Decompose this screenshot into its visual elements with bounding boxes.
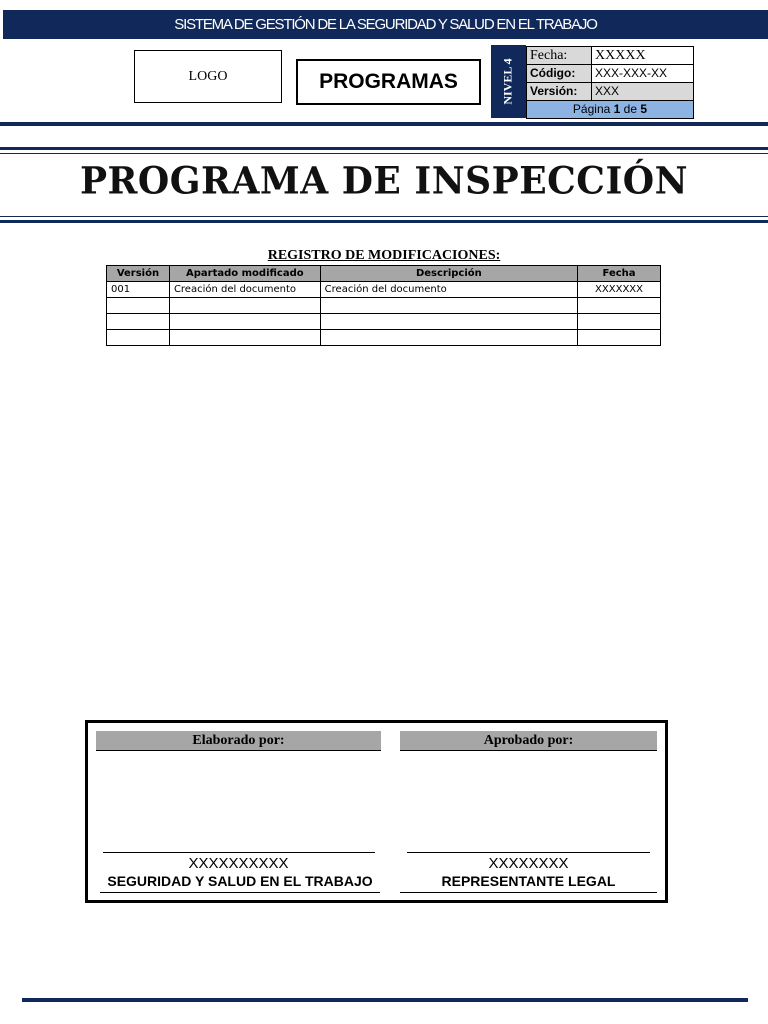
page-current: 1 — [613, 102, 621, 116]
elaborado-signature-line — [103, 852, 375, 853]
header-divider — [0, 122, 768, 126]
table-cell: Creación del documento — [320, 282, 577, 298]
level-label: NIVEL 4 — [501, 58, 516, 105]
aprobado-role: REPRESENTANTE LEGAL — [400, 873, 657, 893]
table-row — [107, 330, 661, 346]
page-prefix: Página — [572, 102, 611, 116]
table-cell: XXXXXXX — [578, 282, 661, 298]
fecha-label: Fecha: — [527, 47, 592, 65]
doc-type: PROGRAMAS — [319, 70, 458, 93]
elaborado-name: XXXXXXXXXX — [188, 855, 289, 872]
table-row — [107, 298, 661, 314]
modifications-table — [106, 265, 661, 346]
fecha-value: XXXXX — [592, 47, 694, 65]
column-header: Fecha — [578, 266, 661, 282]
system-title: SISTEMA DE GESTIÓN DE LA SEGURIDAD Y SALUD EN EL TRABAJO — [174, 16, 597, 33]
table-cell — [169, 298, 320, 314]
table-cell — [578, 298, 661, 314]
logo-label: LOGO — [188, 68, 228, 84]
table-row — [107, 314, 661, 330]
table-cell — [578, 314, 661, 330]
aprobado-name: XXXXXXXX — [488, 855, 569, 872]
page-indicator — [527, 101, 694, 119]
table-row — [107, 282, 661, 298]
document-meta-table — [526, 46, 694, 119]
footer-divider — [22, 998, 748, 1002]
title-rule-top-outer — [0, 147, 768, 150]
table-cell — [578, 330, 661, 346]
title-rule-bottom-inner — [0, 216, 768, 217]
page-sep: de — [623, 102, 638, 116]
table-cell — [169, 314, 320, 330]
version-value: XXX — [592, 83, 694, 101]
table-cell: Creación del documento — [169, 282, 320, 298]
table-cell — [169, 330, 320, 346]
title-rule-top-inner — [0, 153, 768, 154]
table-cell — [107, 314, 170, 330]
aprobado-signature-line — [407, 852, 650, 853]
table-cell — [320, 330, 577, 346]
signature-box — [85, 720, 668, 903]
table-cell — [107, 298, 170, 314]
column-header: Apartado modificado — [169, 266, 320, 282]
level-badge — [491, 45, 526, 118]
codigo-value: XXX-XXX-XX — [592, 65, 694, 83]
table-cell — [320, 314, 577, 330]
system-title-bar — [3, 10, 768, 39]
codigo-label: Código: — [527, 65, 592, 83]
table-cell: 001 — [107, 282, 170, 298]
page-title: PROGRAMA DE INSPECCIÓN — [79, 158, 689, 204]
version-label: Versión: — [527, 83, 592, 101]
modifications-heading: REGISTRO DE MODIFICACIONES: — [267, 248, 501, 263]
aprobado-header: Aprobado por: — [400, 731, 657, 751]
table-header-row — [107, 266, 661, 282]
elaborado-header: Elaborado por: — [96, 731, 381, 751]
doc-type-box — [296, 59, 481, 105]
title-rule-bottom-outer — [0, 220, 768, 223]
elaborado-role: SEGURIDAD Y SALUD EN EL TRABAJO — [100, 873, 380, 893]
table-cell — [107, 330, 170, 346]
table-cell — [320, 298, 577, 314]
column-header: Descripción — [320, 266, 577, 282]
page-total: 5 — [640, 102, 648, 116]
logo-placeholder — [134, 50, 282, 103]
column-header: Versión — [107, 266, 170, 282]
